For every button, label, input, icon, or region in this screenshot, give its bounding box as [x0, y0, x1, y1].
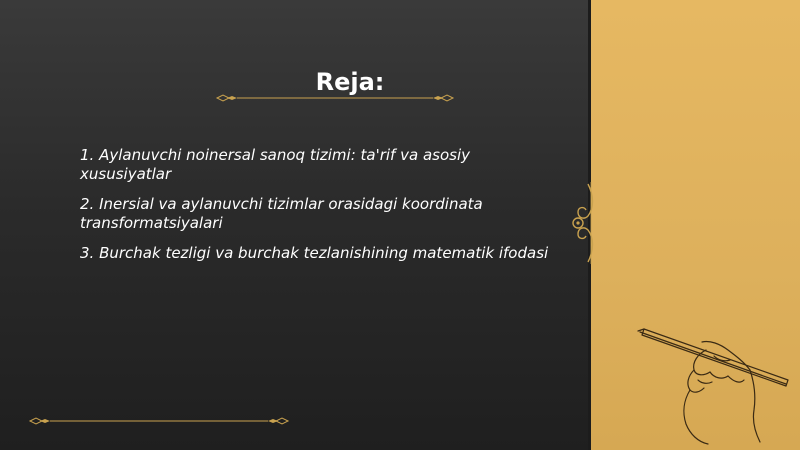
hand-holding-pen-icon — [636, 326, 792, 446]
plan-item-2: 2. Inersial va aylanuvchi tizimlar orasidagi koordinata transformatsiyalari — [80, 195, 483, 232]
ornamental-divider-icon — [28, 415, 290, 427]
slide-title: Reja: — [315, 68, 385, 96]
plan-item-3: 3. Burchak tezligi va burchak tezlanishining matematik ifodasi — [80, 244, 549, 262]
ornamental-divider-icon — [215, 92, 455, 104]
plan-item-1: 1. Aylanuvchi noinersal sanoq tizimi: ta'rif va asosiy xususiyatlar — [80, 146, 470, 183]
swirl-ornament-icon — [566, 182, 598, 264]
